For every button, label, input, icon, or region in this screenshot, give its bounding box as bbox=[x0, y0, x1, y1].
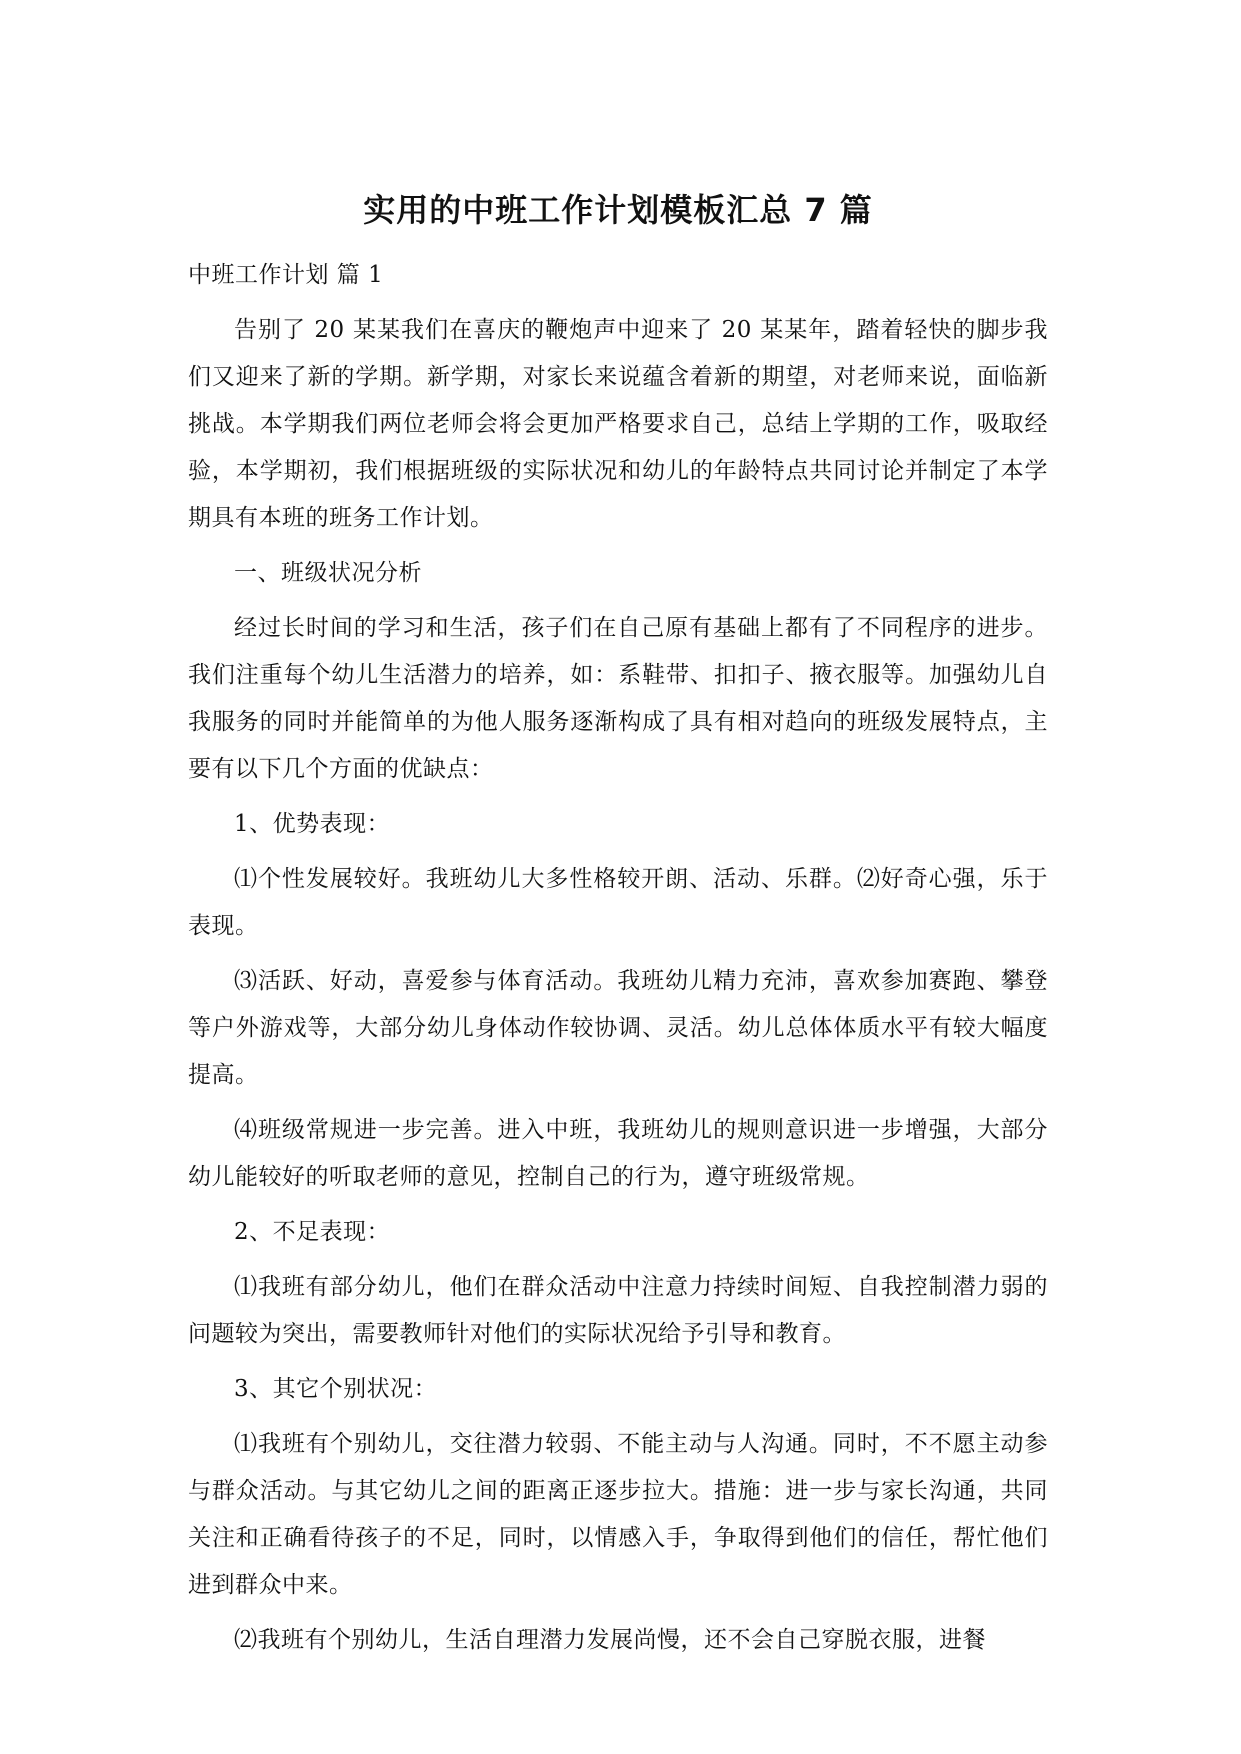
paragraph: ⑴我班有部分幼儿，他们在群众活动中注意力持续时间短、自我控制潜力弱的问题较为突出，需要教师针对他们的实际状况给予引导和教育。 bbox=[188, 1274, 1048, 1347]
subsection-heading: 3、其它个别状况： bbox=[234, 1376, 438, 1402]
subsection-heading: 2、不足表现： bbox=[234, 1219, 391, 1245]
document-page bbox=[188, 0, 1048, 1754]
paragraph: ⑴我班有个别幼儿，交往潜力较弱、不能主动与人沟通。同时，不不愿主动参与群众活动。与其它幼儿之间的距离正逐步拉大。措施：进一步与家长沟通，共同关注和正确看待孩子的不足，同时，以情感入手，争取得到他们的信任，帮忙他们进到群众中来。 bbox=[188, 1431, 1048, 1598]
subsection-heading: 1、优势表现： bbox=[234, 811, 391, 837]
paragraph: ⑵我班有个别幼儿，生活自理潜力发展尚慢，还不会自己穿脱衣服，进餐 bbox=[234, 1627, 986, 1653]
paragraph: 告别了 20 某某我们在喜庆的鞭炮声中迎来了 20 某某年，踏着轻快的脚步我们又迎来了新的学期。新学期，对家长来说蕴含着新的期望，对老师来说，面临新挑战。本学期我们两位老师会将会更加严格要求自己，总结上学期的工作，吸取经验，本学期初，我们根据班级的实际状况和幼儿的年龄特点共同讨论并制定了本学期具有本班的班务工作计划。 bbox=[188, 317, 1048, 531]
paragraph: ⑴个性发展较好。我班幼儿大多性格较开朗、活动、乐群。⑵好奇心强，乐于表现。 bbox=[188, 866, 1048, 939]
section-heading: 一、班级状况分析 bbox=[234, 560, 422, 586]
paragraph: 经过长时间的学习和生活，孩子们在自己原有基础上都有了不同程序的进步。我们注重每个幼儿生活潜力的培养，如：系鞋带、扣扣子、掖衣服等。加强幼儿自我服务的同时并能简单的为他人服务逐渐构成了具有相对趋向的班级发展特点，主要有以下几个方面的优缺点： bbox=[188, 615, 1048, 782]
paragraph: 中班工作计划 篇 1 bbox=[188, 262, 384, 288]
paragraph: ⑶活跃、好动，喜爱参与体育活动。我班幼儿精力充沛，喜欢参加赛跑、攀登等户外游戏等，大部分幼儿身体动作较协调、灵活。幼儿总体体质水平有较大幅度提高。 bbox=[188, 968, 1048, 1088]
document-title: 实用的中班工作计划模板汇总 7 篇 bbox=[363, 191, 873, 229]
paragraph: ⑷班级常规进一步完善。进入中班，我班幼儿的规则意识进一步增强，大部分幼儿能较好的听取老师的意见，控制自己的行为，遵守班级常规。 bbox=[188, 1117, 1048, 1190]
document-body bbox=[188, 252, 1048, 1672]
